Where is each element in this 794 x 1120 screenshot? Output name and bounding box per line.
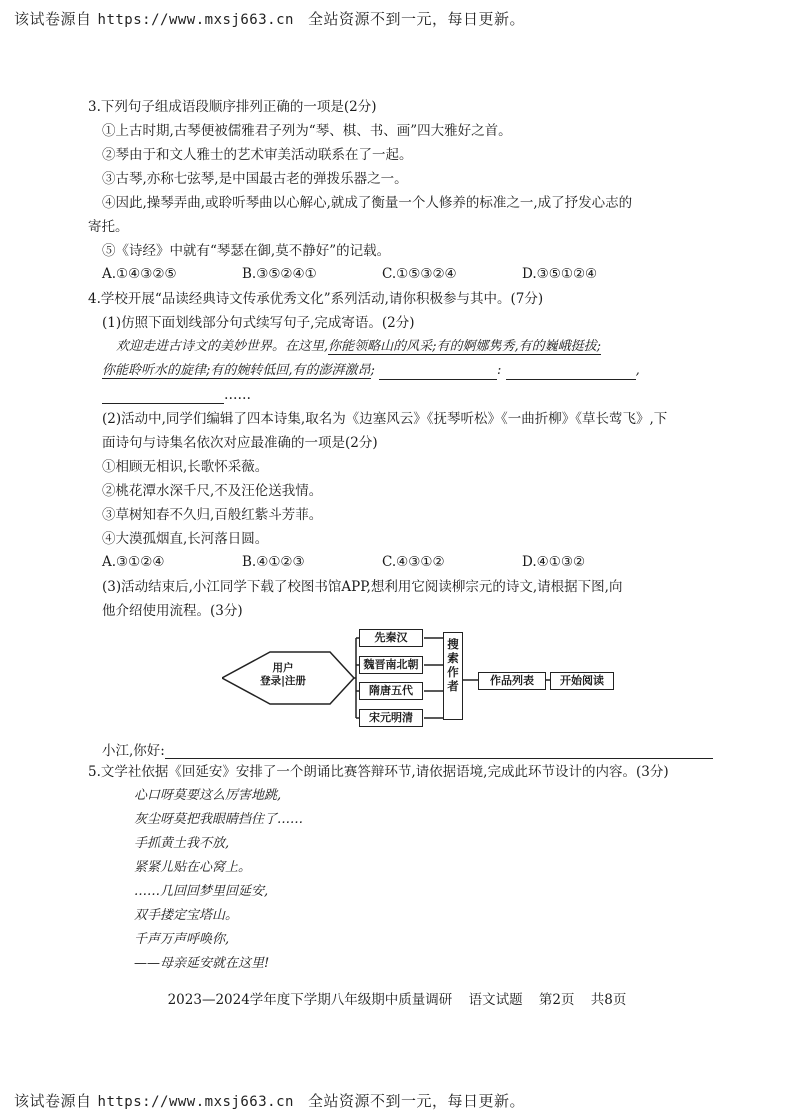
- q3-option-d[interactable]: D.③⑤①②④: [522, 266, 598, 282]
- q4-part1-lead: 欢迎走进古诗文的美妙世界。在这里,: [116, 339, 329, 354]
- q3-sentence-4-cont: 寄托。: [88, 219, 129, 235]
- q5-stem: 5.文学社依据《回延安》安排了一个朗诵比赛答辩环节,请依据语境,完成此环节设计的内容。(3分): [88, 764, 669, 780]
- flow-era-1: 先秦汉: [359, 629, 423, 647]
- q4-part2-line-3: ③草树知春不久归,百般红紫斗芳菲。: [102, 507, 323, 523]
- banner-suffix: 全站资源不到一元，每日更新。: [307, 10, 525, 28]
- q4-part2-options: [102, 554, 662, 570]
- q3-sentence-3: ③古琴,亦称七弦琴,是中国最古老的弹拨乐器之一。: [102, 171, 408, 187]
- q4-part3-stem-2: 他介绍使用流程。(3分): [102, 603, 243, 619]
- q5-poem-line-3: 手抓黄土我不放,: [134, 836, 230, 851]
- q4-part1-text: [116, 338, 746, 356]
- q5-poem-line-2: 灰尘呀莫把我眼睛挡住了……: [134, 812, 304, 827]
- q4-part2-line-4: ④大漠孤烟直,长河落日圆。: [102, 531, 269, 547]
- q4-part1-text-3: [102, 386, 732, 404]
- q4-part1-underlined-1: 你能领略山的风采;有的婀娜隽秀,有的巍峨挺拔;: [328, 339, 602, 354]
- q4-part2-option-a[interactable]: A.③①②④: [102, 554, 165, 570]
- banner-url-bottom[interactable]: https://www.mxsj663.cn: [97, 1094, 294, 1110]
- q5-poem-line-1: 心口呀莫要这么厉害地跳,: [134, 788, 282, 803]
- q3-sentence-1: ①上古时期,古琴便被儒雅君子列为“琴、棋、书、画”四大雅好之首。: [102, 123, 512, 139]
- q3-options: [102, 266, 662, 282]
- q4-part3-answer: [102, 739, 713, 759]
- flow-works-list: 作品列表: [478, 672, 546, 690]
- q4-part1-blank-1[interactable]: [379, 365, 497, 380]
- q5-poem-line-7: 千声万声呼唤你,: [134, 932, 230, 947]
- q3-option-c[interactable]: C.①⑤③②④: [382, 266, 457, 282]
- flow-start-label: [238, 662, 328, 688]
- footer-title: 2023—2024学年度下学期八年级期中质量调研: [167, 992, 453, 1008]
- q3-sentence-2: ②琴由于和文人雅士的艺术审美活动联系在了一起。: [102, 147, 413, 163]
- page-footer: [0, 988, 794, 1008]
- footer-page: 第2页: [538, 992, 575, 1008]
- q5-poem-line-5: ……几回回梦里回延安,: [134, 884, 269, 899]
- q4-part1-text-2: [102, 362, 732, 380]
- q4-stem: 4.学校开展“品读经典诗文传承优秀文化”系列活动,请你积极参与其中。(7分): [88, 291, 544, 307]
- q4-part2-line-1: ①相顾无相识,长歌怀采薇。: [102, 459, 269, 475]
- banner-url[interactable]: https://www.mxsj663.cn: [97, 12, 294, 28]
- q4-part1-comma: ,: [635, 363, 640, 378]
- flow-era-2: 魏晋南北朝: [359, 656, 423, 674]
- q4-part2-line-2: ②桃花潭水深千尺,不及汪伦送我情。: [102, 483, 323, 499]
- flow-search-author: 搜索作者: [443, 632, 463, 720]
- q4-part1-underlined-2: 你能聆听水的旋律;有的婉转低回,有的澎湃激昂: [102, 363, 371, 378]
- q4-part3-blank[interactable]: [165, 744, 713, 759]
- banner-prefix-bottom: 该试卷源自: [14, 1092, 92, 1110]
- q4-part1-semicolon: ;: [370, 363, 375, 378]
- q4-part2-option-d[interactable]: D.④①③②: [522, 554, 586, 570]
- flow-era-3: 隋唐五代: [359, 682, 423, 700]
- q4-part1-blank-3[interactable]: [102, 389, 224, 404]
- q4-part3-prompt: 小江,你好:: [102, 743, 165, 759]
- q4-part1-blank-2[interactable]: [506, 365, 636, 380]
- top-banner: [14, 8, 774, 29]
- q4-part3-stem-1: (3)活动结束后,小江同学下载了校图书馆APP,想利用它阅读柳宗元的诗文,请根据下图,向: [102, 579, 623, 595]
- q3-option-a[interactable]: A.①④③②⑤: [102, 266, 177, 282]
- q3-stem: 3.下列句子组成语段顺序排列正确的一项是(2分): [88, 99, 377, 115]
- flow-start-line-1: 用户: [272, 662, 294, 674]
- q5-poem-line-6: 双手搂定宝塔山。: [134, 908, 239, 923]
- q5-poem-line-8: ——母亲延安就在这里!: [134, 956, 270, 971]
- flow-start-line-2: 登录|注册: [260, 675, 306, 687]
- flow-start-reading: 开始阅读: [550, 672, 614, 690]
- q4-part2-stem-2: 面诗句与诗集名依次对应最准确的一项是(2分): [102, 435, 378, 451]
- q4-part1-ellipsis: ……: [224, 387, 251, 403]
- q3-option-b[interactable]: B.③⑤②④①: [242, 266, 317, 282]
- q4-part1-stem: (1)仿照下面划线部分句式续写句子,完成寄语。(2分): [102, 315, 415, 331]
- q4-part2-stem-1: (2)活动中,同学们编辑了四本诗集,取名为《边塞风云》《抚琴听松》《一曲折柳》《草长莺飞》,下: [102, 411, 668, 427]
- banner-suffix-bottom: 全站资源不到一元，每日更新。: [307, 1092, 525, 1110]
- q3-sentence-4: ④因此,操琴弄曲,或聆听琴曲以心解心,就成了衡量一个人修养的标准之一,成了抒发心志的: [102, 195, 633, 211]
- q4-part2-option-b[interactable]: B.④①②③: [242, 554, 305, 570]
- q3-sentence-5: ⑤《诗经》中就有“琴瑟在御,莫不静好”的记载。: [102, 243, 391, 259]
- q4-part1-colon: :: [497, 363, 502, 378]
- q4-part2-option-c[interactable]: C.④③①②: [382, 554, 445, 570]
- bottom-banner: [14, 1090, 774, 1111]
- footer-total: 共8页: [590, 992, 627, 1008]
- flow-era-4: 宋元明清: [359, 709, 423, 727]
- q5-poem-line-4: 紧紧儿贴在心窝上。: [134, 860, 252, 875]
- usage-flowchart: [222, 624, 622, 732]
- footer-subject: 语文试题: [468, 992, 523, 1008]
- banner-prefix: 该试卷源自: [14, 10, 92, 28]
